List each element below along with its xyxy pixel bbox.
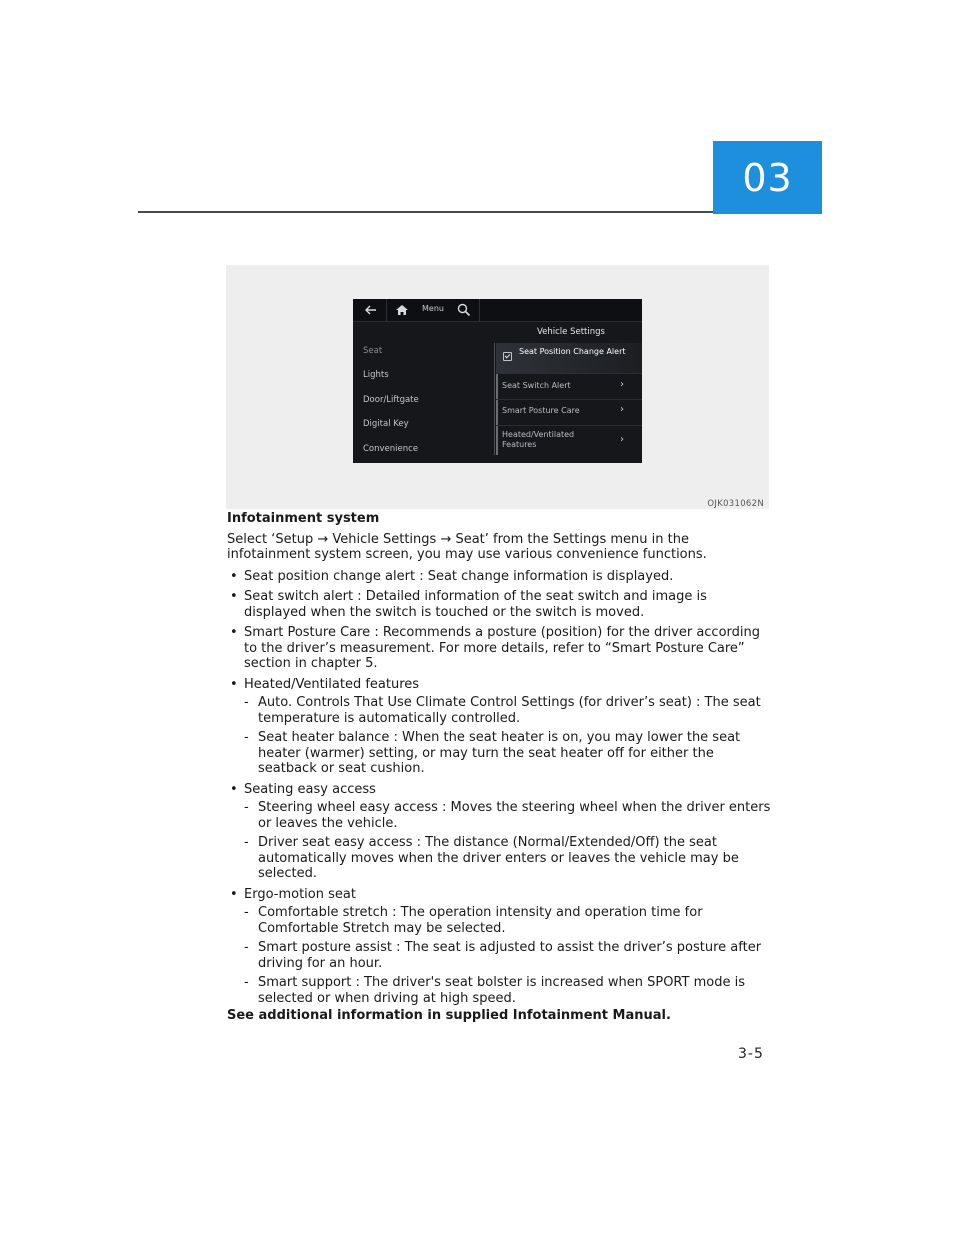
infotainment-figure <box>226 265 769 509</box>
left-menu-item[interactable]: Digital Key <box>363 419 409 429</box>
arrow-left-icon[interactable] <box>363 302 379 318</box>
sub-list <box>244 695 772 777</box>
screen-header: Vehicle Settings <box>537 327 605 337</box>
sub-list-item: - Comfortable stretch : The operation intensity and operation time for Comfortable Stretch may be selected. <box>244 905 772 936</box>
footer-note: See additional information in supplied Infotainment Manual. <box>227 1008 671 1023</box>
right-menu-item[interactable]: Seat Switch Alert <box>502 381 571 390</box>
menu-separator <box>494 343 495 455</box>
home-icon[interactable] <box>394 302 410 318</box>
row-indicator <box>496 400 498 425</box>
list-item: • Smart Posture Care : Recommends a posture (position) for the driver according to the driver’s measurement. For more details, refer to “Smart Posture Care” section in chapter 5. <box>227 625 772 672</box>
page-number: 3-5 <box>738 1046 764 1062</box>
section-content <box>227 511 772 1011</box>
section-heading: Infotainment system <box>227 511 380 526</box>
list-item: • Seating easy access - Steering wheel easy access : Moves the steering wheel when the driver enters or leaves the vehicle. - Driver seat easy access : The distance (Normal/Extended/Off) the seat automatically moves when the driver enters or leaves the vehicle may be selected. <box>227 782 772 882</box>
right-menu-item[interactable]: Seat Position Change Alert <box>519 347 626 356</box>
search-icon[interactable] <box>456 302 472 318</box>
left-menu-item[interactable]: Convenience <box>363 444 419 454</box>
sub-list-item: - Driver seat easy access : The distance (Normal/Extended/Off) the seat automatically moves when the driver enters or leaves the vehicle may be selected. <box>244 835 772 882</box>
sub-list-item: - Seat heater balance : When the seat heater is on, you may lower the seat heater (warmer) setting, or may turn the seat heater off for either the seatback or seat cushion. <box>244 730 772 777</box>
sub-list <box>244 800 772 882</box>
right-menu-item[interactable]: Heated/Ventilated Features <box>502 430 575 449</box>
right-menu-item[interactable]: Smart Posture Care <box>502 406 580 415</box>
left-menu-item[interactable]: Door/Liftgate <box>363 395 419 405</box>
list-item: • Seat position change alert : Seat change information is displayed. <box>227 569 772 585</box>
sub-list-item: - Steering wheel easy access : Moves the steering wheel when the driver enters or leaves the vehicle. <box>244 800 772 831</box>
chevron-right-icon: › <box>620 379 624 390</box>
list-item: • Seat switch alert : Detailed information of the seat switch and image is displayed when the switch is touched or the switch is moved. <box>227 589 772 620</box>
checkbox-icon[interactable] <box>503 352 512 361</box>
sub-list-item: - Auto. Controls That Use Climate Control Settings (for driver’s seat) : The seat temperature is automatically controlled. <box>244 695 772 726</box>
sub-list-item: - Smart posture assist : The seat is adjusted to assist the driver’s posture after driving for an hour. <box>244 940 772 971</box>
row-indicator <box>496 374 498 399</box>
header-rule <box>138 211 713 213</box>
chevron-right-icon: › <box>620 404 624 415</box>
list-item: • Heated/Ventilated features - Auto. Controls That Use Climate Control Settings (for driver’s seat) : The seat temperature is automatically controlled. - Seat heater balance : When the seat heater is on, you may lower the seat heater (warmer) setting, or may turn the seat heater off for either the seatback or seat cushion. <box>227 677 772 777</box>
sub-list <box>244 905 772 1006</box>
sub-list-item: - Smart support : The driver's seat bolster is increased when SPORT mode is selected or when driving at high speed. <box>244 975 772 1006</box>
list-item: • Ergo-motion seat - Comfortable stretch : The operation intensity and operation time for Comfortable Stretch may be selected. - Smart posture assist : The seat is adjusted to assist the driver’s posture after driving for an hour. - Smart support : The driver's seat bolster is increased when SPORT mode is selected or when driving at high speed. <box>227 887 772 1007</box>
chapter-tab: 03 <box>713 141 822 214</box>
figure-code: OJK031062N <box>707 499 764 509</box>
left-menu-item[interactable]: Seat <box>363 346 383 356</box>
row-indicator <box>496 426 498 455</box>
left-menu-item[interactable]: Lights <box>363 370 389 380</box>
screen-topbar <box>353 299 642 322</box>
chevron-right-icon: › <box>620 434 624 445</box>
menu-label[interactable]: Menu <box>422 304 444 313</box>
intro-paragraph: Select ‘Setup → Vehicle Settings → Seat’ from the Settings menu in the infotainment system screen, you may use various convenience functions. <box>227 531 707 562</box>
feature-list <box>227 569 772 1007</box>
infotainment-screen <box>353 299 642 463</box>
